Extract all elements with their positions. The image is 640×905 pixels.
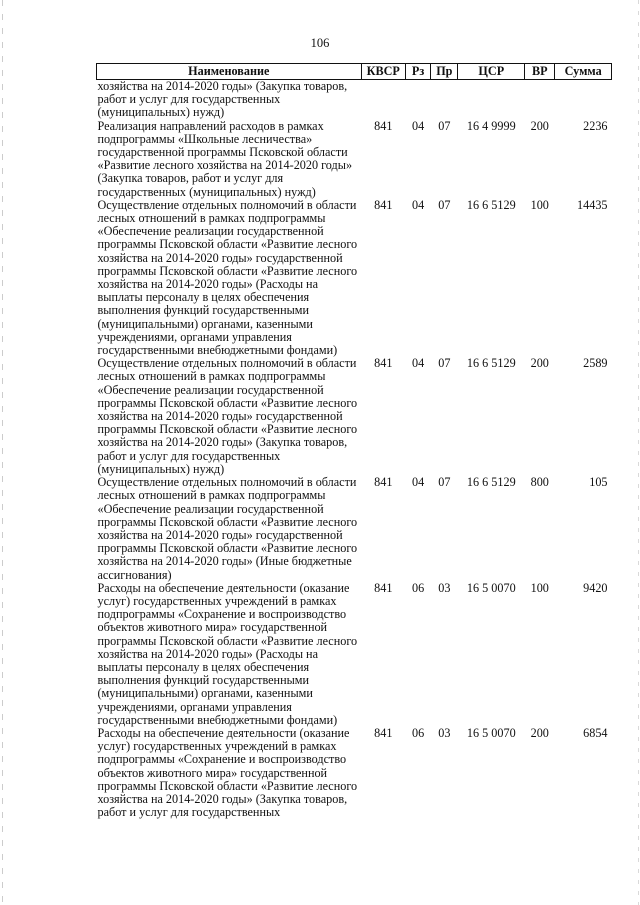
page-number: 106 bbox=[310, 36, 330, 50]
row-name: Осуществление отдельных полномочий в области лесных отношений в рамках подпрограммы «Обеспечение реализации государственной программы Псковской области «Развитие лесного хозяйства на 2014-2020 годы» государственной программы Псковской области «Развитие лесного хозяйства на 2014-2020 годы» (Закупка товаров, работ и услуг для государственных (муниципальных) нужд) bbox=[97, 356, 358, 476]
row-csr bbox=[458, 80, 525, 120]
budget-table bbox=[96, 63, 612, 819]
row-sum: 2236 bbox=[583, 118, 608, 133]
header-csr: ЦСР bbox=[458, 64, 525, 80]
table-row bbox=[97, 357, 612, 476]
row-kvsr bbox=[361, 80, 405, 120]
header-vr: ВР bbox=[525, 64, 555, 80]
row-rz: 04 bbox=[412, 475, 425, 490]
table-header-row bbox=[97, 64, 612, 80]
row-vr: 100 bbox=[530, 197, 549, 212]
row-vr: 200 bbox=[530, 725, 549, 740]
row-csr: 16 4 9999 bbox=[466, 118, 516, 133]
header-kvsr: КВСР bbox=[361, 64, 405, 80]
row-kvsr: 841 bbox=[374, 197, 393, 212]
row-pr: 07 bbox=[438, 356, 451, 371]
row-vr bbox=[525, 80, 555, 120]
row-csr: 16 6 5129 bbox=[466, 197, 516, 212]
row-rz: 06 bbox=[412, 580, 425, 595]
row-csr: 16 6 5129 bbox=[466, 356, 516, 371]
row-sum bbox=[555, 80, 612, 120]
row-csr: 16 5 0070 bbox=[466, 725, 516, 740]
row-vr: 800 bbox=[530, 475, 549, 490]
row-csr: 16 6 5129 bbox=[466, 475, 516, 490]
row-name: хозяйства на 2014-2020 годы» (Закупка товаров, работ и услуг для государственных (муниципальных) нужд) bbox=[97, 79, 348, 120]
row-pr: 07 bbox=[438, 475, 451, 490]
row-sum: 6854 bbox=[583, 725, 608, 740]
row-name: Осуществление отдельных полномочий в области лесных отношений в рамках подпрограммы «Обеспечение реализации государственной программы Псковской области «Развитие лесного хозяйства на 2014-2020 годы» государственной программы Псковской области «Развитие лесного хозяйства на 2014-2020 годы» (Расходы на выплаты персоналу в целях обеспечения выполнения функций государственными (муниципальными) органами, казенными учреждениями, органами управления государственными внебюджетными фондами) bbox=[97, 197, 358, 358]
row-vr: 200 bbox=[530, 118, 549, 133]
header-rz: Рз bbox=[405, 64, 430, 80]
row-sum: 9420 bbox=[583, 580, 608, 595]
row-name: Расходы на обеспечение деятельности (оказание услуг) государственных учреждений в рамках подпрограммы «Сохранение и воспроизводство объектов животного мира» государственной программы Псковской области «Развитие лесного хозяйства на 2014-2020 годы» (Расходы на выплаты персоналу в целях обеспечения выполнения функций государственными (муниципальными) органами, казенными учреждениями, органами управления государственными внебюджетными фондами) bbox=[97, 580, 358, 727]
row-pr: 03 bbox=[438, 580, 451, 595]
header-pr: Пр bbox=[431, 64, 458, 80]
header-name: Наименование bbox=[97, 64, 362, 80]
row-vr: 200 bbox=[530, 356, 549, 371]
row-pr: 07 bbox=[438, 197, 451, 212]
row-pr bbox=[431, 80, 458, 120]
header-sum: Сумма bbox=[555, 64, 612, 80]
row-name: Реализация направлений расходов в рамках подпрограммы «Школьные лесничества» государственной программы Псковской области «Развитие лесного хозяйства на 2014-2020 годы» (Закупка товаров, работ и услуг для государственных (муниципальных) нужд) bbox=[97, 118, 353, 199]
row-rz: 04 bbox=[412, 118, 425, 133]
table-row bbox=[97, 80, 612, 120]
row-pr: 03 bbox=[438, 725, 451, 740]
row-sum: 14435 bbox=[577, 197, 608, 212]
row-csr: 16 5 0070 bbox=[466, 580, 516, 595]
row-vr: 100 bbox=[530, 580, 549, 595]
table-row bbox=[97, 582, 612, 727]
table-row bbox=[97, 199, 612, 357]
row-pr: 07 bbox=[438, 118, 451, 133]
scan-edge-right bbox=[638, 0, 639, 905]
row-name: Расходы на обеспечение деятельности (оказание услуг) государственных учреждений в рамках подпрограммы «Сохранение и воспроизводство объектов животного мира» государственной программы Псковской области «Развитие лесного хозяйства на 2014-2020 годы» (Закупка товаров, работ и услуг для государственных bbox=[97, 725, 358, 820]
row-kvsr: 841 bbox=[374, 580, 393, 595]
row-rz bbox=[405, 80, 430, 120]
table-row bbox=[97, 120, 612, 199]
row-kvsr: 841 bbox=[374, 356, 393, 371]
row-rz: 04 bbox=[412, 356, 425, 371]
row-rz: 04 bbox=[412, 197, 425, 212]
row-name: Осуществление отдельных полномочий в области лесных отношений в рамках подпрограммы «Обеспечение реализации государственной программы Псковской области «Развитие лесного хозяйства на 2014-2020 годы» государственной программы Псковской области «Развитие лесного хозяйства на 2014-2020 годы» (Иные бюджетные ассигнования) bbox=[97, 475, 358, 582]
scan-edge-left bbox=[2, 0, 3, 905]
table-row bbox=[97, 727, 612, 819]
row-kvsr: 841 bbox=[374, 118, 393, 133]
table-row bbox=[97, 476, 612, 582]
row-rz: 06 bbox=[412, 725, 425, 740]
row-kvsr: 841 bbox=[374, 475, 393, 490]
row-sum: 105 bbox=[589, 475, 608, 490]
row-kvsr: 841 bbox=[374, 725, 393, 740]
row-sum: 2589 bbox=[583, 356, 608, 371]
